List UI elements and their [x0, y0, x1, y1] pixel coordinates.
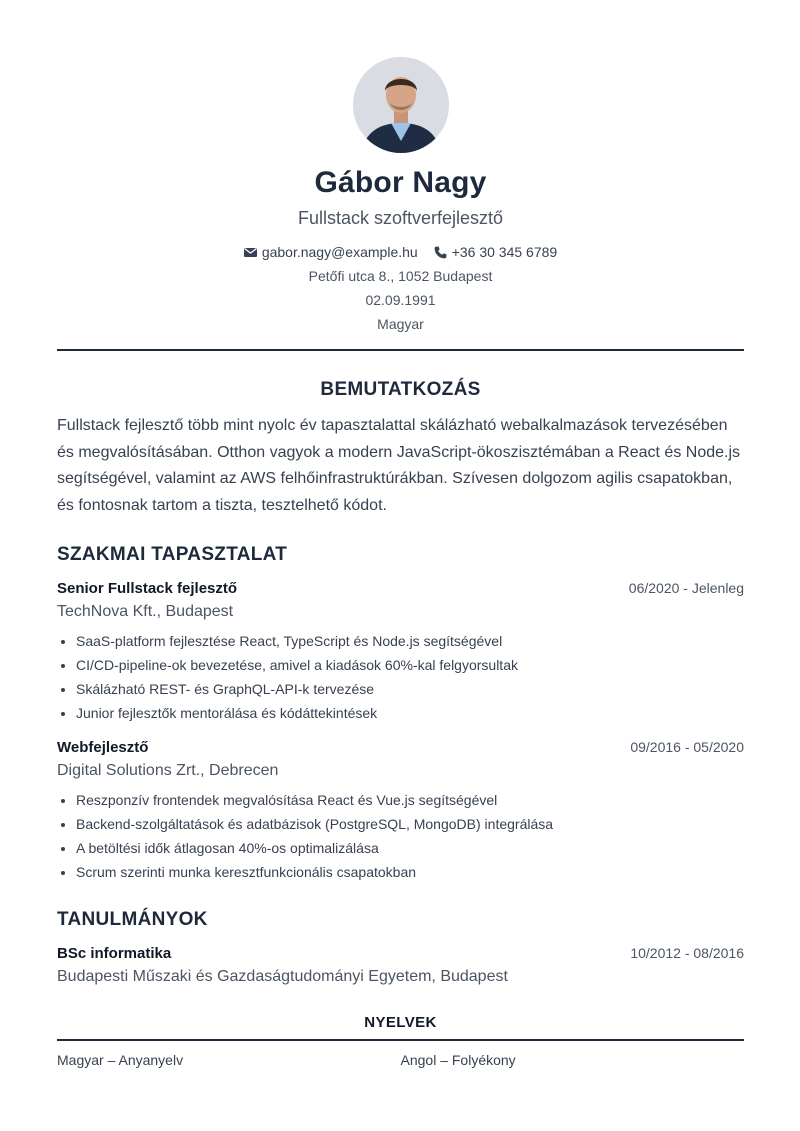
- job-bullet: • Backend-szolgáltatások és adatbázisok (PostgreSQL, MongoDB) integrálása: [76, 812, 744, 836]
- job-entry-date: 09/2016 - 05/2020: [630, 739, 744, 755]
- job-bullet: • SaaS-platform fejlesztése React, TypeScript és Node.js segítségével: [76, 629, 744, 653]
- envelope-icon: [244, 247, 257, 258]
- language-item: Angol – Folyékony: [400, 1052, 516, 1068]
- languages-heading: NYELVEK: [364, 1014, 437, 1031]
- job-bullet: • CI/CD-pipeline-ok bevezetése, amivel a kiadások 60%-kal felgyorsultak: [76, 653, 744, 677]
- education-date: 10/2012 - 08/2016: [630, 945, 744, 961]
- languages-divider: [57, 1039, 744, 1041]
- education-heading: TANULMÁNYOK: [57, 909, 208, 930]
- job-bullet: • Reszponzív frontendek megvalósítása React és Vue.js segítségével: [76, 788, 744, 812]
- education-school: Budapesti Műszaki és Gazdaságtudományi Egyetem, Budapest: [57, 968, 508, 985]
- job-bullet-list: [57, 788, 744, 884]
- job-bullet: • Junior fejlesztők mentorálása és kódáttekintések: [76, 701, 744, 725]
- job-bullet: • A betöltési idők átlagosan 40%-os optimalizálása: [76, 836, 744, 860]
- language-item: Magyar – Anyanyelv: [57, 1052, 184, 1068]
- summary-text: Fullstack fejlesztő több mint nyolc év tapasztalattal skálázható webalkalmazások tervezésében és megvalósításában. Otthon vagyok a modern JavaScript-ökoszisztémában a React és Node.js segítségével, valamint az AWS felhőinfrastruktúrákban. Szívesen dolgozom agilis csapatokban, és fontosnak tartom a tiszta, tesztelhető kódot.: [57, 417, 741, 514]
- birth-date-text: 02.09.1991: [365, 292, 436, 308]
- phone-text[interactable]: +36 30 345 6789: [451, 244, 558, 260]
- profile-photo: [353, 57, 449, 153]
- job-title: Fullstack szoftverfejlesztő: [297, 208, 504, 228]
- job-entry-company: Digital Solutions Zrt., Debrecen: [57, 762, 279, 779]
- job-entry-date: 06/2020 - Jelenleg: [628, 580, 744, 596]
- experience-heading: SZAKMAI TAPASZTALAT: [57, 544, 288, 565]
- job-entry-title: Webfejlesztő: [57, 739, 149, 756]
- cv-header: [57, 57, 744, 333]
- person-name: Gábor Nagy: [314, 166, 487, 199]
- cv-page: [57, 0, 744, 1068]
- education-entry: [57, 945, 744, 986]
- nationality-text: Magyar: [377, 316, 424, 332]
- job-entry-title: Senior Fullstack fejlesztő: [57, 580, 238, 597]
- summary-heading: BEMUTATKOZÁS: [320, 379, 481, 400]
- address-text: Petőfi utca 8., 1052 Budapest: [308, 268, 493, 284]
- contact-line: [57, 243, 744, 261]
- phone-icon: [434, 246, 447, 259]
- job-bullet-list: [57, 629, 744, 725]
- job-entry: [57, 739, 744, 884]
- job-bullet: • Skálázható REST- és GraphQL-API-k tervezése: [76, 677, 744, 701]
- phone-contact[interactable]: [434, 243, 558, 261]
- languages-list: [57, 1052, 744, 1068]
- education-degree: BSc informatika: [57, 945, 172, 962]
- email-contact[interactable]: [244, 243, 418, 261]
- header-divider: [57, 349, 744, 351]
- job-bullet: • Scrum szerinti munka keresztfunkcionális csapatokban: [76, 860, 744, 884]
- email-text[interactable]: gabor.nagy@example.hu: [261, 244, 418, 260]
- job-entry: [57, 580, 744, 725]
- job-entry-company: TechNova Kft., Budapest: [57, 603, 234, 620]
